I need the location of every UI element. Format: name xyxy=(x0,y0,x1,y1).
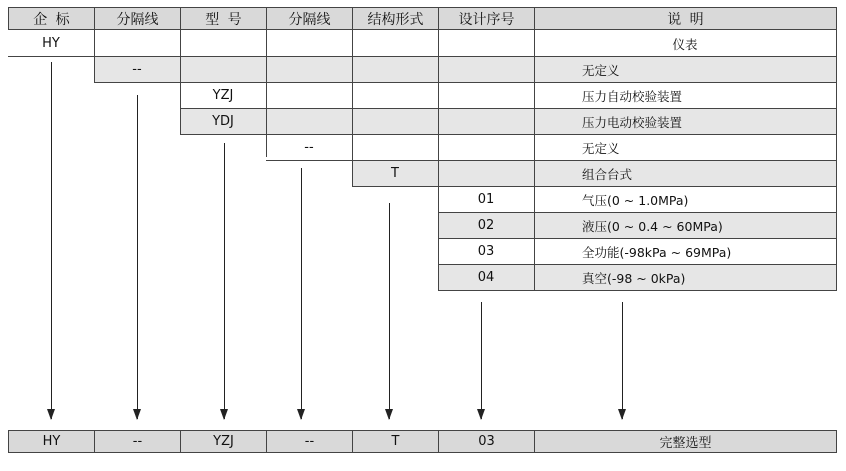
header-separator-1: 分隔线 xyxy=(94,7,181,30)
desc-undefined-1: 无定义 xyxy=(582,62,620,78)
code-separator-1: -- xyxy=(132,62,142,77)
header-description: 说明 xyxy=(534,7,837,30)
header-design-number: 设计序号 xyxy=(438,7,535,30)
code-01: 01 xyxy=(477,192,495,207)
desc-vacuum: 真空(-98 ~ 0kPa) xyxy=(582,270,686,286)
header-model: 型号 xyxy=(180,7,267,30)
desc-pneumatic: 气压(0 ~ 1.0MPa) xyxy=(582,192,689,208)
grid-hline-10 xyxy=(438,290,836,291)
arrow-enterprise-standard xyxy=(51,62,52,419)
desc-auto-calibrator: 压力自动校验装置 xyxy=(582,88,683,104)
desc-instrument: 仪表 xyxy=(672,36,698,52)
code-03: 03 xyxy=(477,244,495,259)
selection-separator-1: -- xyxy=(94,430,181,453)
code-yzj: YZJ xyxy=(212,88,234,103)
desc-hydraulic: 液压(0 ~ 0.4 ~ 60MPa) xyxy=(582,218,723,234)
grid-vline-7 xyxy=(836,30,837,291)
header-enterprise-standard: 企标 xyxy=(8,7,95,30)
selection-structure-form: T xyxy=(352,430,439,453)
selection-separator-2: -- xyxy=(266,430,353,453)
selection-enterprise-standard: HY xyxy=(8,430,95,453)
desc-electric-calibrator: 压力电动校验装置 xyxy=(582,114,683,130)
selection-label: 完整选型 xyxy=(534,430,837,453)
code-04: 04 xyxy=(477,270,495,285)
arrow-separator-2 xyxy=(301,168,302,419)
code-t: T xyxy=(391,166,399,181)
arrow-description xyxy=(622,302,623,419)
desc-bench-type: 组合台式 xyxy=(582,166,633,182)
header-separator-2: 分隔线 xyxy=(266,7,353,30)
header-structure-form: 结构形式 xyxy=(352,7,439,30)
code-02: 02 xyxy=(477,218,495,233)
desc-undefined-2: 无定义 xyxy=(582,140,620,156)
desc-full-function: 全功能(-98kPa ~ 69MPa) xyxy=(582,244,732,260)
code-hy: HY xyxy=(42,36,60,51)
arrow-separator-1 xyxy=(137,95,138,419)
code-separator-2: -- xyxy=(304,140,314,155)
arrow-model xyxy=(224,143,225,419)
selection-model: YZJ xyxy=(180,430,267,453)
code-ydj: YDJ xyxy=(212,114,234,129)
arrow-structure-form xyxy=(389,203,390,419)
arrow-design-number xyxy=(481,302,482,419)
selection-design-number: 03 xyxy=(438,430,535,453)
